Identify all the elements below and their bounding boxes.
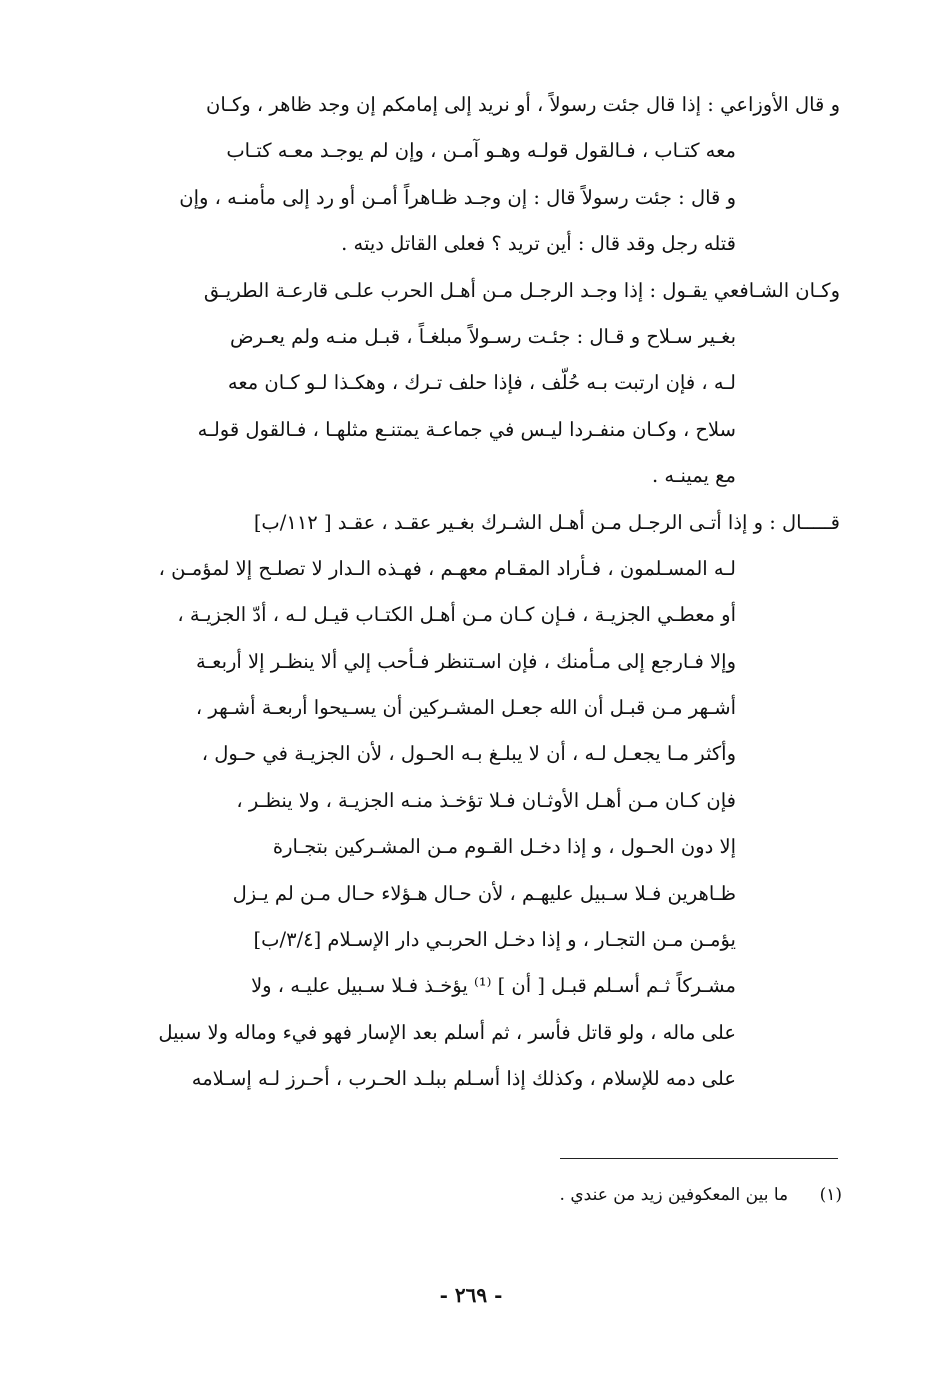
text-line: أشـهر مـن قبـل أن الله جعـل المشـركين أن يسـيحوا أربعـة أشـهر ، — [195, 696, 736, 720]
footnote — [400, 1180, 842, 1210]
text-line: مع يمينـه . — [651, 464, 736, 488]
text-line: بغـير سـلاح و قـال : جئـت رسـولاً مبلغـاً ، قبـل منـه ولم يعـرض — [230, 324, 736, 348]
text-line: فإن كـان مـن أهـل الأوثـان فـلا تؤخـذ منـه الجزيـة ، ولا ينظـر ، — [236, 788, 736, 812]
text-line: و قال الأوزاعي : إذا قال جئت رسولاً ، أو نريد إلى إمامكم إن وجد ظاهر ، وكـان — [206, 93, 840, 116]
text-line: يؤمـن مـن التجـار ، و إذا دخـل الحربـي دار الإسـلام [٣/٤/ب] — [253, 928, 736, 952]
body-text — [120, 82, 840, 1103]
text-line: سلاح ، وكـان منفـردا ليـس في جماعـة يمتنـع مثلهـا ، فـالقول قولـه — [197, 417, 736, 441]
text-line: قتله رجل وقد قال : أين تريد ؟ فعلى القاتل ديته . — [341, 232, 736, 256]
text-line: على ماله ، ولو قاتل فأسر ، ثم أسلم بعد الإسار فهو فيء وماله ولا سبيل — [158, 1020, 736, 1044]
text-line: معه كتـاب ، فـالقول قولـه وهـو آمـن ، وإن لم يوجـد معـه كتـاب — [226, 139, 736, 163]
text-line: أو معطـي الجزيـة ، فـإن كـان مـن أهـل الكتـاب قيـل لـه ، أدّ الجزيـة ، — [177, 603, 736, 627]
text-line: ظـاهرين فـلا سـبيل عليهـم ، لأن حـال هـؤلاء حـال مـن لم يـزل — [232, 881, 736, 905]
text-line: وأكثر مـا يجعـل لـه ، أن لا يبلـغ بـه الحـول ، لأن الجزيـة في حـول ، — [201, 742, 736, 766]
text-line: على دمه للإسلام ، وكذلك إذا أسـلم ببلـد الحـرب ، أحـرز لـه إسـلامه — [191, 1067, 736, 1091]
text-line: مشـركاً ثـم أسـلم قبـل [ أن ] ⁽¹⁾ يؤخـذ فـلا سـبيل عليـه ، ولا — [251, 974, 736, 998]
text-line: و قال : جئت رسولاً قال : إن وجـد ظـاهراً أمـن أو رد إلى مأمنـه ، وإن — [179, 185, 736, 209]
text-line: قـــــال : و إذا أتـى الرجـل مـن أهـل الشـرك بغـير عقـد ، عقـد [ ١١٢/ب] — [253, 510, 840, 534]
text-line: لـه المسـلمون ، فـأراد المقـام معهـم ، فهـذه الـدار لا تصلـح إلا لمؤمـن ، — [158, 556, 736, 580]
footnote-divider — [560, 1158, 838, 1159]
page-number: - ٢٦٩ - — [439, 1283, 503, 1307]
text-line: لـه ، فإن ارتبت بـه حُلّف ، فإذا حلف تـرك ، وهكـذا لـو كـان معه — [227, 371, 736, 395]
footnote-text: ما بين المعكوفين زيد من عندي . — [559, 1185, 789, 1205]
text-line: وإلا فـارجع إلى مـأمنك ، فإن اسـتنظر فـأحب إلي ألا ينظـر إلا أربعـة — [196, 649, 736, 673]
text-line: إلا دون الحـول ، و إذا دخـل القـوم مـن المشـركين بتجـارة — [272, 835, 736, 859]
footnote-number: (١) — [819, 1185, 842, 1205]
text-line: وكـان الشـافعي يقـول : إذا وجـد الرجـل مـن أهـل الحرب علـى قارعـة الطريـق — [203, 278, 840, 302]
